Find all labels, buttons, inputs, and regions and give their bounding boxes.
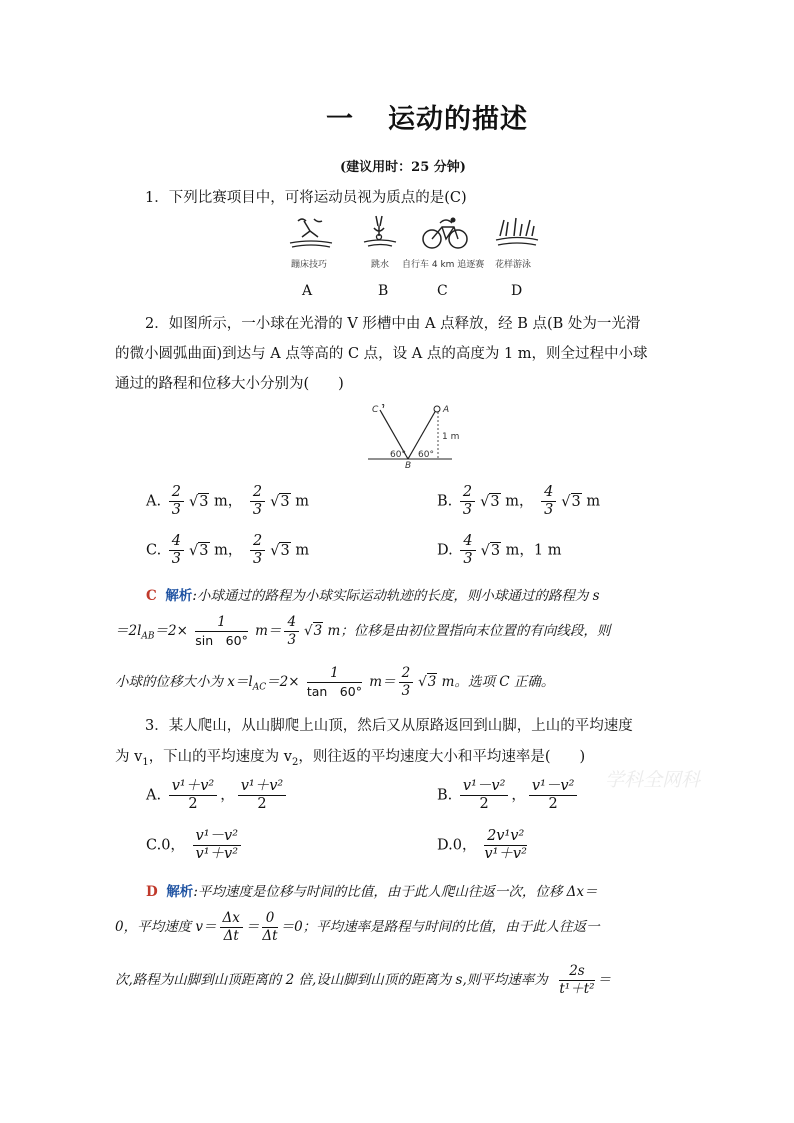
q3-stem-line-2: 为 $v_1$，下山的平均速度为 $v_2$，则往返的平均速度大小和平均速率是( ) <box>115 749 586 768</box>
q1-option-letter-d: D <box>511 283 523 299</box>
q3-stem-line-1: 3．某人爬山，从山脚爬上山顶，然后又从原路返回到山脚，上山的平均速度 <box>145 718 633 734</box>
figure-label-a: A <box>443 405 450 415</box>
q1-image-label-c: 自行车 4 km 追逐赛 <box>402 260 485 270</box>
q2-stem-line-3: 通过的路程和位移大小分别为( ) <box>115 376 344 392</box>
q3-option-b[interactable]: B. $\frac{\text{v¹－v²}}{2}$ ， $\frac{\text{v¹－v²}}{2}$ <box>437 778 580 813</box>
sqrt-icon: √3 <box>561 493 581 510</box>
q2-answer: C <box>146 588 157 604</box>
q3-option-d[interactable]: D.0， $\frac{\text{2v¹v²}}{\text{v¹＋v²}}$ <box>437 828 527 862</box>
q3-solution-line-3: 次,路程为山脚到山顶距离的 2 倍,设山脚到山顶的距离为 s,则平均速率为 $\frac{2s}{\text{t¹＋t²}}$ ＝ <box>115 963 612 997</box>
q2-solution-line-1: C 解析:小球通过的路程为小球实际运动轨迹的长度，则小球通过的路程为 s <box>146 588 600 604</box>
q2-option-c[interactable]: C. $\frac{4}{3}$ √3 m， $\frac{2}{3}$ √3 m <box>146 533 310 567</box>
q3-solution-tag: 解析 <box>166 884 194 900</box>
figure-label-c: C <box>372 405 379 415</box>
sqrt-icon: √3 <box>189 542 209 559</box>
q2-option-d[interactable]: D. $\frac{4}{3}$ √3 m，1 m <box>437 533 562 567</box>
sqrt-icon: √3 <box>188 493 209 510</box>
watermark: 学科全网科 <box>605 769 701 791</box>
q2-solution-line-2: $=2l_{AB}=2\times$ $\frac{1}{\sin 60^\circ}$ m＝ $\frac{4}{3}$ √3 m；位移是由初位置指向末位置的有向线段，则 <box>115 614 611 648</box>
sqrt-icon: √3 <box>480 542 501 559</box>
q2-stem-line-1: 2．如图所示，一小球在光滑的 V 形槽中由 A 点释放，经 B 点(B 处为一光滑 <box>145 316 641 332</box>
q3-answer: D <box>146 884 158 900</box>
diving-icon <box>360 214 400 252</box>
q1-option-letter-b: B <box>378 283 389 299</box>
sqrt-icon: √3 <box>418 674 437 690</box>
sqrt-icon: √3 <box>270 542 290 559</box>
q3-solution-line-2: 0，平均速度 v＝ $\frac{\Delta x}{\Delta t}$ ＝ $\frac{0}{\Delta t}$ ＝0；平均速率是路程与时间的比值，由于此人往返一 <box>115 910 600 944</box>
synchronized-swimming-icon <box>492 214 542 252</box>
suggested-time: (建议用时：25 分钟) <box>340 160 466 175</box>
q1-option-letter-c: C <box>437 283 448 299</box>
sqrt-icon: √3 <box>270 493 290 510</box>
q2-stem-line-2: 的微小圆弧曲面)到达与 A 点等高的 C 点，设 A 点的高度为 1 m，则全过程中小球 <box>115 346 648 362</box>
q1-option-letter-a: A <box>302 283 313 299</box>
q1-image-label-b: 跳水 <box>371 260 390 270</box>
q3-solution-line-1: D 解析:平均速度是位移与时间的比值，由于此人爬山往返一次，位移 Δx＝ <box>146 884 598 900</box>
q1-stem: 1．下列比赛项目中，可将运动员视为质点的是(C) <box>145 190 467 206</box>
trampoline-icon <box>288 215 334 253</box>
q3-option-a[interactable]: A. $\frac{\text{v¹＋v²}}{2}$ ， $\frac{\text{v¹＋v²}}{2}$ <box>146 778 289 813</box>
sqrt-icon: √3 <box>480 493 500 510</box>
bicycle-icon <box>420 215 470 251</box>
figure-label-height: 1 m <box>442 432 460 442</box>
q1-image-label-d: 花样游泳 <box>495 260 532 270</box>
q2-option-a[interactable]: A. $\frac{2}{3}$ √3 m， $\frac{2}{3}$ √3 m <box>146 484 309 518</box>
figure-angle-left: 60° <box>390 450 406 460</box>
page-title <box>326 97 528 136</box>
q2-option-b[interactable]: B. $\frac{2}{3}$ √3 m， $\frac{4}{3}$ √3 m <box>437 484 601 518</box>
chapter-number: 一 <box>326 104 354 135</box>
chapter-title: 运动的描述 <box>388 104 528 135</box>
q2-solution-line-3: 小球的位移大小为 $x=l_{AC}=2\times$ $\frac{1}{\tan 60^\circ}$ m＝ $\frac{2}{3}$ √3 m。选项 C 正确。 <box>115 665 555 699</box>
q2-solution-tag: 解析 <box>165 588 193 604</box>
q1-image-label-a: 蹦床技巧 <box>291 260 328 270</box>
q3-option-c[interactable]: C.0， $\frac{\text{v¹－v²}}{\text{v¹＋v²}}$ <box>146 828 244 863</box>
figure-label-b: B <box>405 461 412 471</box>
sqrt-icon: √3 <box>304 623 323 639</box>
figure-angle-right: 60° <box>418 450 434 460</box>
